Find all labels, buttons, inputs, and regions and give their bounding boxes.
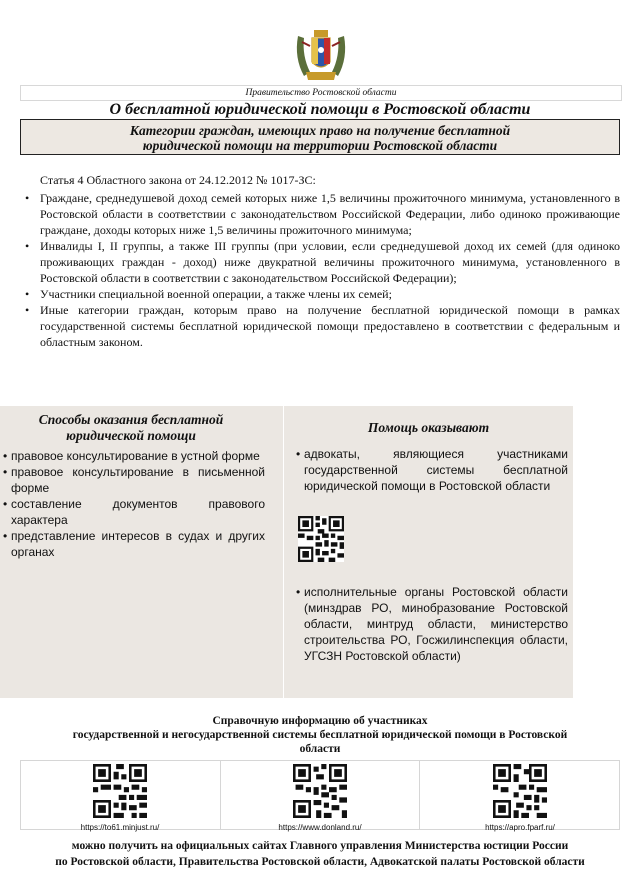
list-item: • правовое консультирование в письменной форме — [3, 464, 265, 496]
sites-row — [20, 821, 620, 835]
document-title: О бесплатной юридической помощи в Ростовской области — [109, 101, 531, 118]
list-item: • исполнительные органы Ростовской области (минздрав РО, минобразование Ростовской области, минтруд области, министерство строительства РО, Госжилинспекция области, УГСЗН Ростовской области) — [296, 584, 568, 664]
bottom-text-line1: можно получить на официальных сайтах Главного управления Министерства юстиции России — [71, 840, 569, 852]
site-link-apro[interactable]: https://apro.fparf.ru/ — [485, 823, 555, 832]
info-title-line1: Справочную информацию об участниках — [212, 715, 428, 727]
list-item: • Участники специальной военной операции, а также члены их семей; — [20, 286, 620, 302]
categories-title-line2: юридической помощи на территории Ростовской области — [142, 138, 498, 153]
qr-cell-donland — [220, 761, 420, 829]
site-link-minjust[interactable]: https://to61.minjust.ru/ — [80, 823, 160, 832]
list-item: • составление документов правового характера — [3, 496, 265, 528]
qr-cell-minjust — [21, 761, 220, 829]
providers-panel — [283, 406, 573, 698]
info-title-line3: области — [299, 743, 341, 755]
info-title — [20, 714, 620, 756]
bottom-text — [0, 838, 640, 870]
categories-list — [20, 190, 620, 350]
info-title-line2: государственной и негосударственной системы бесплатной юридической помощи в Ростовской — [72, 729, 568, 741]
government-label: Правительство Ростовской области — [245, 88, 397, 98]
methods-list — [3, 448, 265, 560]
list-item: • Иные категории граждан, которым право на получение бесплатной юридической помощи в рамках государственной системы бесплатной юридической помощи предоставлено в соответствии с федеральным и областным законом. — [20, 302, 620, 350]
methods-panel — [0, 406, 283, 698]
article-reference: Статья 4 Областного закона от 24.12.2012 № 1017-ЗС: — [40, 173, 316, 187]
categories-title-box — [20, 119, 620, 155]
qr-code-icon[interactable] — [93, 764, 147, 818]
providers-title: Помощь оказывают — [367, 420, 490, 435]
qr-codes-table — [20, 760, 620, 830]
qr-code-icon[interactable] — [493, 764, 547, 818]
government-label-box — [20, 85, 622, 101]
providers-list-2 — [296, 584, 568, 664]
list-item: • Граждане, среднедушевой доход семей которых ниже 1,5 величины прожиточного минимума, установленного в Ростовской области в соответствии с законодательством Российской Федерации, либо одиноко проживающие граждане, доходы которых ниже 1,5 величины прожиточного минимума; — [20, 190, 620, 238]
methods-title-line2: юридической помощи — [66, 428, 196, 443]
qr-code-icon[interactable] — [293, 764, 347, 818]
categories-title — [21, 120, 619, 153]
site-link-donland[interactable]: https://www.donland.ru/ — [278, 823, 362, 832]
list-item: • представление интересов в судах и других органах — [3, 528, 265, 560]
qr-cell-apro — [419, 761, 619, 829]
list-item: • Инвалиды I, II группы, а также III группы (при условии, если среднедушевой доход их семей (для одиноко проживающих граждан - доход) ниже двукратной величины прожиточного минимума, установленного в Ростовской области в соответствии с законодательством Российской Федерации); — [20, 238, 620, 286]
methods-title-line1: Способы оказания бесплатной — [38, 412, 224, 427]
list-item: • правовое консультирование в устной форме — [3, 448, 265, 464]
list-item: • адвокаты, являющиеся участниками государственной системы бесплатной юридической помощи в Ростовской области — [296, 446, 568, 494]
coat-of-arms-icon — [290, 28, 352, 84]
categories-title-line1: Категории граждан, имеющих право на получение бесплатной — [129, 123, 511, 138]
methods-title — [0, 406, 256, 444]
bottom-text-line2: по Ростовской области, Правительства Ростовской области, Адвокатской палаты Ростовской области — [55, 856, 585, 868]
qr-code-icon[interactable] — [298, 516, 344, 562]
providers-list — [296, 446, 568, 494]
